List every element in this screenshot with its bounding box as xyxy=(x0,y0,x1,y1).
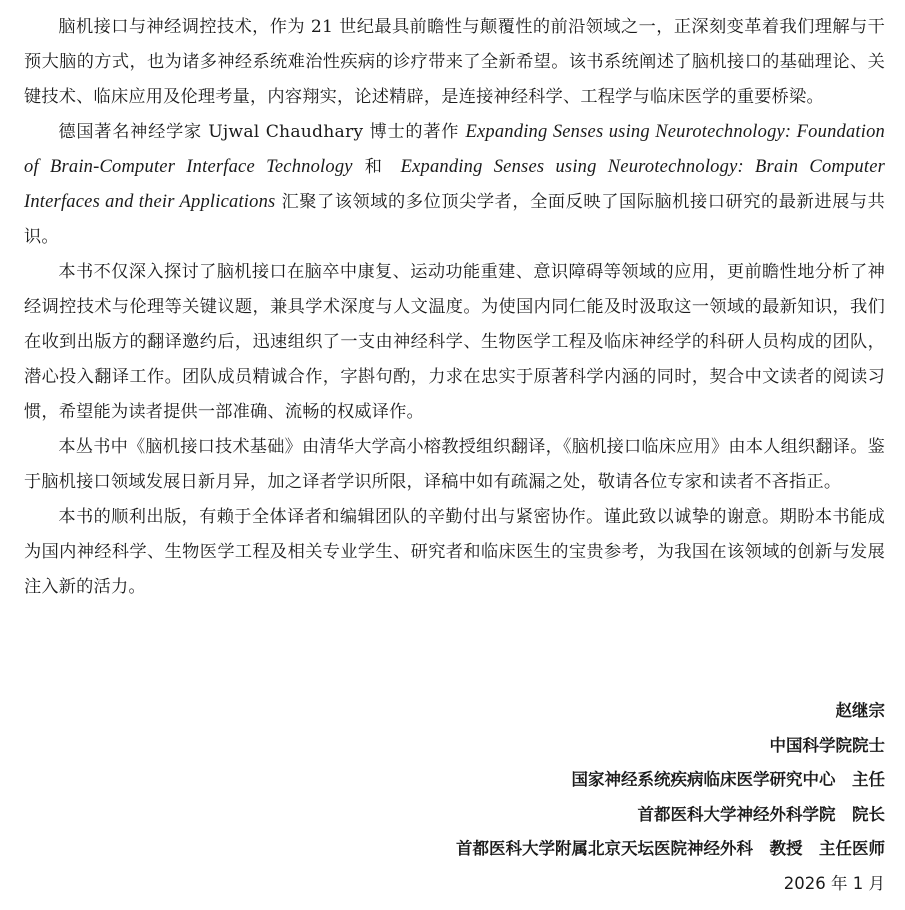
paragraph-translation: 本书不仅深入探讨了脑机接口在脑卒中康复、运动功能重建、意识障碍等领域的应用，更前瞻性地分析了神经调控技术与伦理等关键议题，兼具学术深度与人文温度。为使国内同仁能及时汲取这一领域的最新知识，我们在收到出版方的翻译邀约后，迅速组织了一支由神经科学、生物医学工程及临床神经学的科研人员构成的团队，潜心投入翻译工作。团队成员精诚合作，字斟句酌，力求在忠实于原著科学内涵的同时，契合中文读者的阅读习惯，希望能为读者提供一部准确、流畅的权威译作。 xyxy=(24,262,885,422)
book-title-foundation: Expanding Senses using Neurotechnology: Foundation of Brain-Computer Interface Technology xyxy=(24,122,886,177)
signature-position-center: 国家神经系统疾病临床医学研究中心 主任 xyxy=(571,770,885,789)
paragraph-books xyxy=(24,115,885,255)
preface-body xyxy=(24,10,885,605)
signature-position-college: 首都医科大学神经外科学院 院长 xyxy=(637,804,885,824)
signature-block xyxy=(456,700,885,907)
paragraph-thanks: 本书的顺利出版，有赖于全体译者和编辑团队的辛勤付出与紧密协作。谨此致以诚挚的谢意。期盼本书能成为国内神经科学、生物医学工程及相关专业学生、研究者和临床医生的宝贵参考，为我国在该领域的创新与发展注入新的活力。 xyxy=(24,507,885,597)
signature-name: 赵继宗 xyxy=(835,701,885,720)
paragraph-books-text-3: 汇聚了该领域的多位顶尖学者，全面反映了国际脑机接口研究的最新进展与共识。 xyxy=(24,192,886,247)
signature-title: 中国科学院院士 xyxy=(769,735,885,755)
paragraph-series: 本丛书中《脑机接口技术基础》由清华大学高小榕教授组织翻译，《脑机接口临床应用》由本人组织翻译。鉴于脑机接口领域发展日新月异，加之译者学识所限，译稿中如有疏漏之处，敬请各位专家和读者不吝指正。 xyxy=(24,437,885,492)
signature-position-hospital: 首都医科大学附属北京天坛医院神经外科 教授 主任医师 xyxy=(456,839,885,858)
book-title-applications: Expanding Senses using Neurotechnology: Brain Computer Interfaces and their Applications xyxy=(24,157,886,212)
paragraph-books-text-1: 德国著名神经学家 Ujwal Chaudhary 博士的著作 xyxy=(58,122,466,142)
paragraph-intro: 脑机接口与神经调控技术，作为 21 世纪最具前瞻性与颠覆性的前沿领域之一，正深刻变革着我们理解与干预大脑的方式，也为诸多神经系统难治性疾病的诊疗带来了全新希望。该书系统阐述了脑机接口的基础理论、关键技术、临床应用及伦理考量，内容翔实，论述精辟，是连接神经科学、工程学与临床医学的重要桥梁。 xyxy=(24,17,885,107)
paragraph-books-text-2: 和 xyxy=(352,157,401,177)
signature-date: 2026 年 1 月 xyxy=(783,873,885,893)
